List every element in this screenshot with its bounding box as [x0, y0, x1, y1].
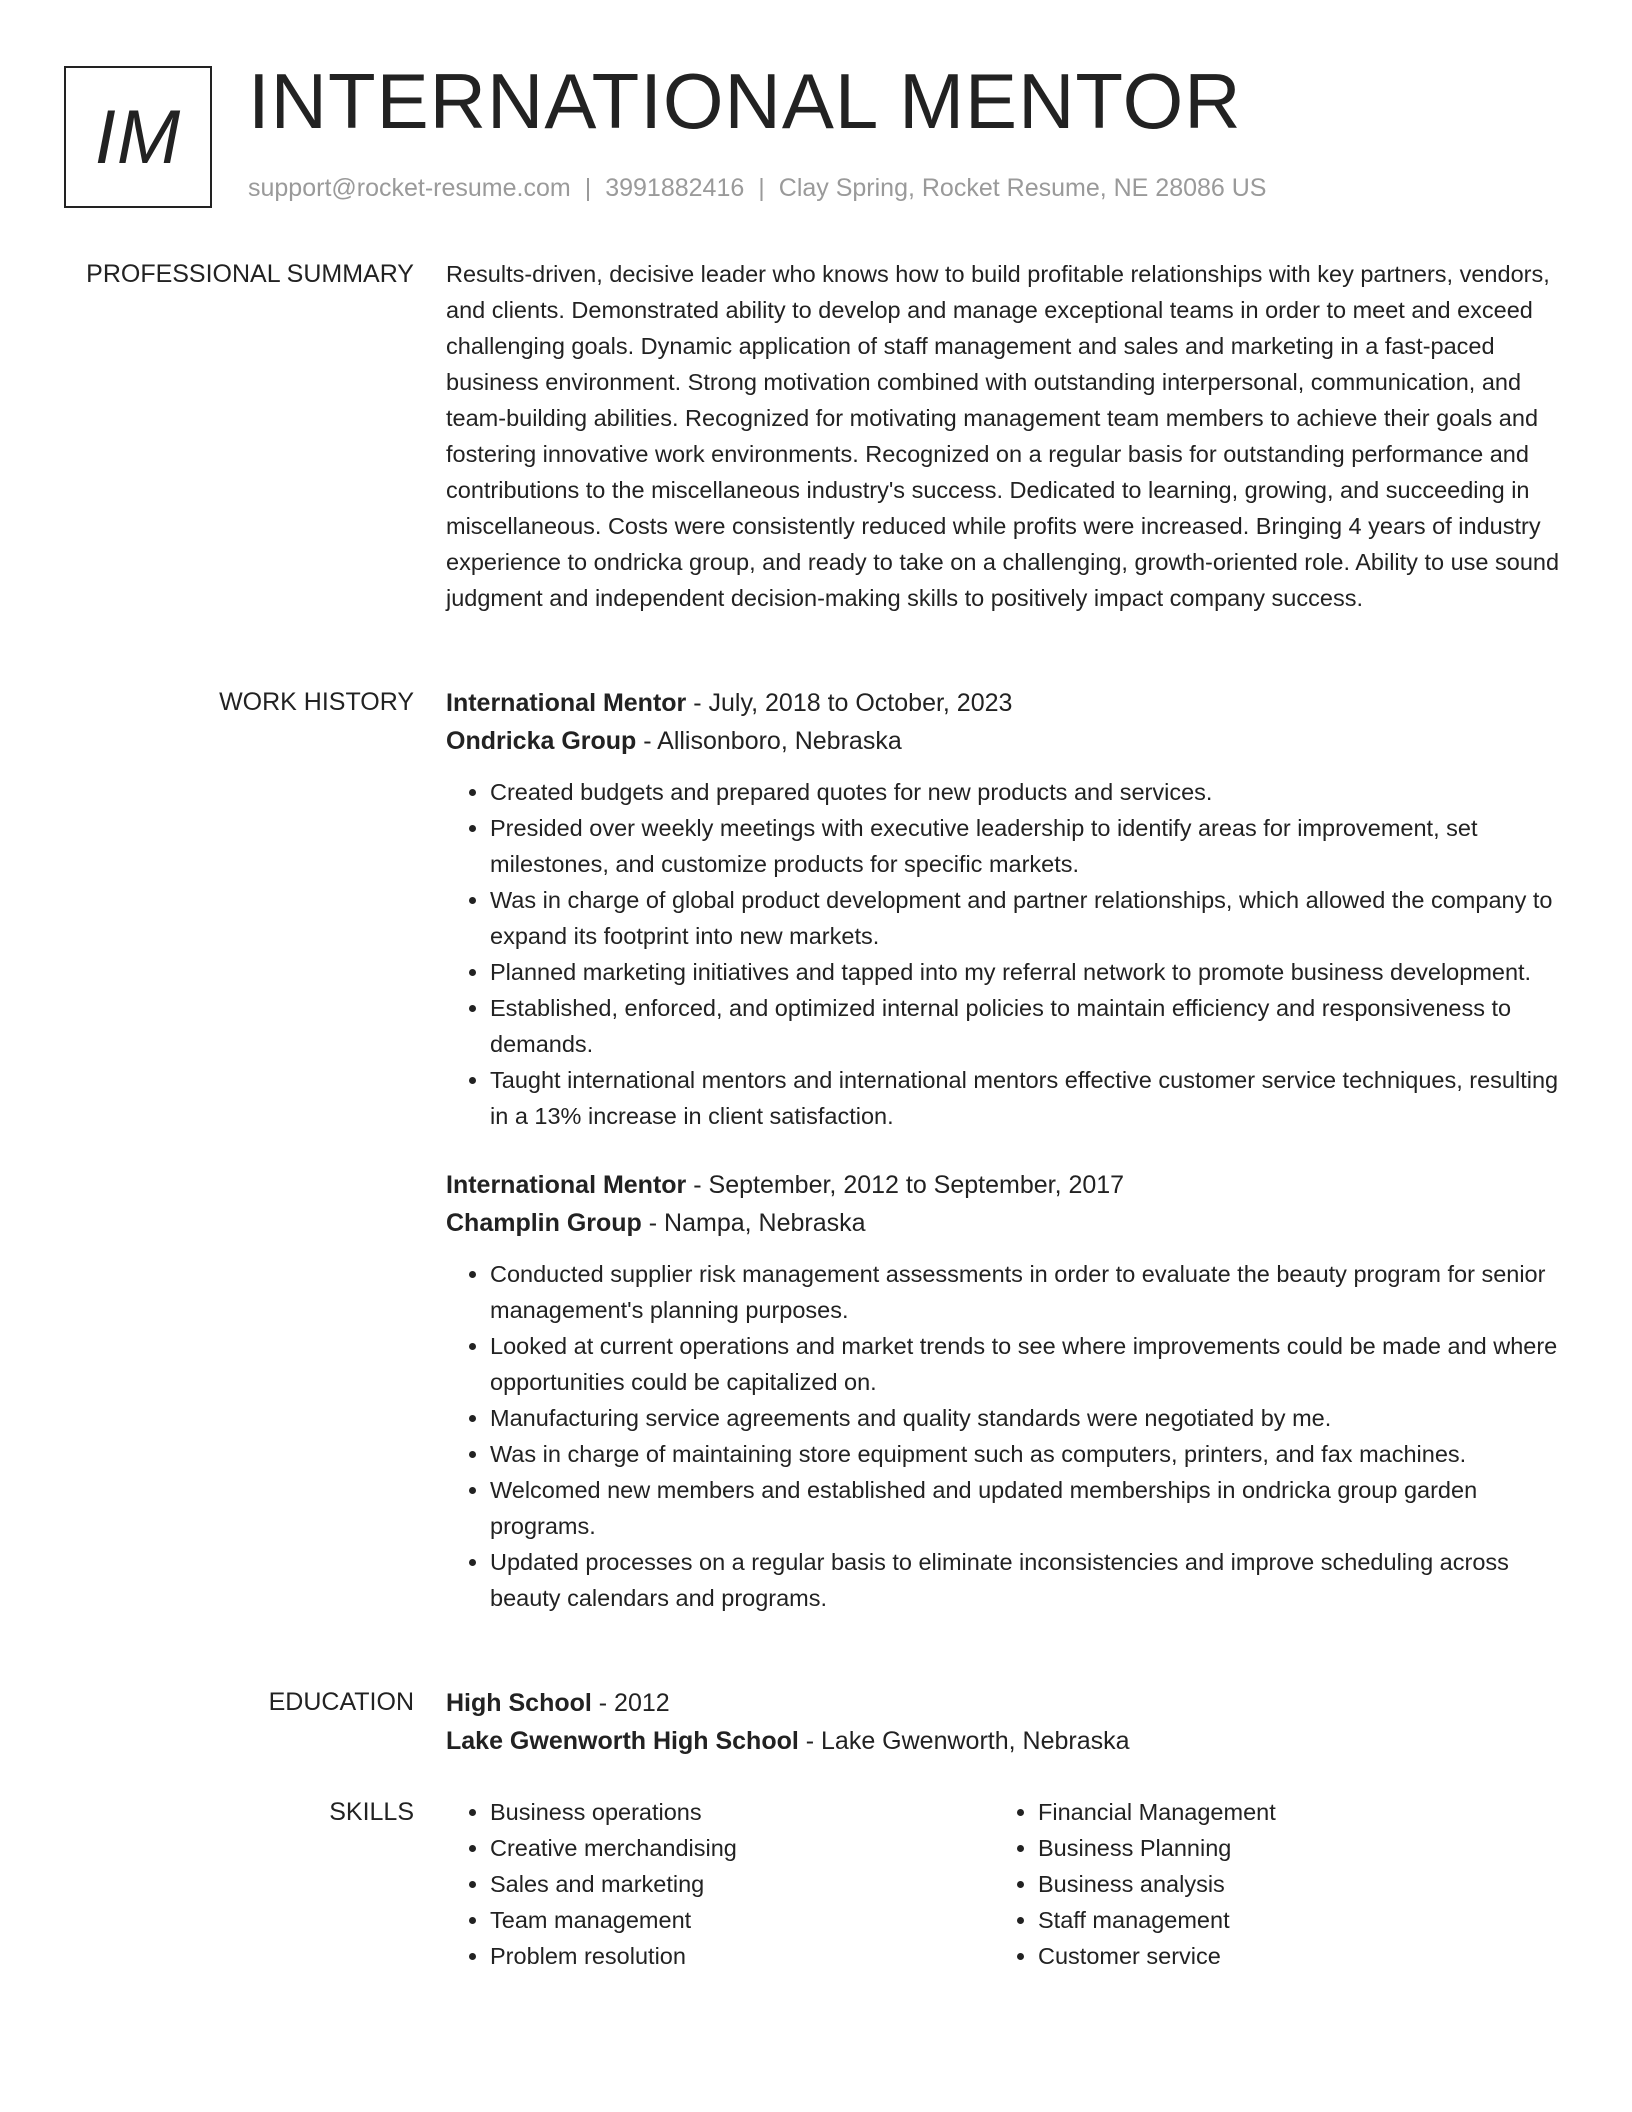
summary-body — [446, 256, 1566, 616]
job-bullet: • Was in charge of maintaining store equipment such as computers, printers, and fax machines. — [490, 1436, 1566, 1472]
job-company-line — [446, 722, 1566, 760]
skills-body — [446, 1794, 1566, 1974]
education-degree-line — [446, 1684, 1566, 1722]
job-dates: - September, 2012 to September, 2017 — [686, 1171, 1125, 1199]
education-school: Lake Gwenworth High School — [446, 1727, 799, 1755]
contact-address: Clay Spring, Rocket Resume, NE 28086 US — [778, 174, 1267, 202]
monogram-box — [64, 66, 212, 208]
job-bullet: • Looked at current operations and market trends to see where improvements could be made and where opportunities could be capitalized on. — [490, 1328, 1566, 1400]
job-title-line — [446, 684, 1566, 722]
section-label-skills: SKILLS — [329, 1798, 414, 1826]
section-label-education: EDUCATION — [268, 1688, 414, 1716]
skills-columns — [446, 1794, 1566, 1974]
skill-item: • Business operations — [490, 1794, 994, 1830]
job-title: International Mentor — [446, 1171, 687, 1199]
contact-line — [248, 174, 1267, 203]
skill-item: • Creative merchandising — [490, 1830, 994, 1866]
job-bullet: • Created budgets and prepared quotes for new products and services. — [490, 774, 1566, 810]
candidate-name: INTERNATIONAL MENTOR — [248, 57, 1242, 145]
skills-list-left — [446, 1794, 994, 1974]
contact-phone: 3991882416 — [605, 174, 745, 202]
work-history-body — [446, 684, 1566, 1616]
job-company: Ondricka Group — [446, 727, 637, 755]
job-company: Champlin Group — [446, 1209, 642, 1237]
contact-separator: | — [584, 174, 592, 202]
skill-item: • Business analysis — [1038, 1866, 1542, 1902]
skill-item: • Financial Management — [1038, 1794, 1542, 1830]
job-company-line — [446, 1204, 1566, 1242]
job-bullet: • Planned marketing initiatives and tapped into my referral network to promote business development. — [490, 954, 1566, 990]
job-bullet: • Manufacturing service agreements and quality standards were negotiated by me. — [490, 1400, 1566, 1436]
job-dates: - July, 2018 to October, 2023 — [686, 689, 1013, 717]
job-bullet: • Welcomed new members and established and updated memberships in ondricka group garden programs. — [490, 1472, 1566, 1544]
contact-email: support@rocket-resume.com — [248, 174, 571, 202]
summary-text: Results-driven, decisive leader who knows how to build profitable relationships with key partners, vendors, and clients. Demonstrated ability to develop and manage exceptional teams in order to meet and exceed challenging goals. Dynamic application of staff management and sales and marketing in a fast-paced business environment. Strong motivation combined with outstanding interpersonal, communication, and team-building abilities. Recognized for motivating management team members to achieve their goals and fostering innovative work environments. Recognized on a regular basis for outstanding performance and contributions to the miscellaneous industry's success. Dedicated to learning, growing, and succeeding in miscellaneous. Costs were consistently reduced while profits were increased. Bringing 4 years of industry experience to ondricka group, and ready to take on a challenging, growth-oriented role. Ability to use sound judgment and independent decision-making skills to positively impact company success. — [446, 261, 1560, 611]
job-entry — [446, 684, 1566, 1134]
job-bullet: • Presided over weekly meetings with executive leadership to identify areas for improvement, set milestones, and customize products for specific markets. — [490, 810, 1566, 882]
job-bullets — [446, 1256, 1566, 1616]
education-school-line — [446, 1722, 1566, 1760]
job-bullet: • Conducted supplier risk management assessments in order to evaluate the beauty program for senior management's planning purposes. — [490, 1256, 1566, 1328]
job-entry — [446, 1166, 1566, 1616]
skill-item: • Team management — [490, 1902, 994, 1938]
section-label-summary: PROFESSIONAL SUMMARY — [86, 260, 414, 288]
section-label-work-history: WORK HISTORY — [219, 688, 414, 716]
contact-separator: | — [758, 174, 765, 202]
job-bullet: • Updated processes on a regular basis to eliminate inconsistencies and improve scheduling across beauty calendars and programs. — [490, 1544, 1566, 1616]
job-bullet: • Was in charge of global product development and partner relationships, which allowed the company to expand its footprint into new markets. — [490, 882, 1566, 954]
job-title-line — [446, 1166, 1566, 1204]
monogram-initials: IM — [94, 94, 182, 180]
job-bullets — [446, 774, 1566, 1134]
job-bullet: • Taught international mentors and international mentors effective customer service techniques, resulting in a 13% increase in client satisfaction. — [490, 1062, 1566, 1134]
education-location: - Lake Gwenworth, Nebraska — [798, 1727, 1130, 1755]
skill-item: • Customer service — [1038, 1938, 1542, 1974]
skill-item: • Staff management — [1038, 1902, 1542, 1938]
job-location: - Nampa, Nebraska — [641, 1209, 866, 1237]
skills-list-right — [994, 1794, 1542, 1974]
education-year: - 2012 — [591, 1689, 670, 1717]
skill-item: • Business Planning — [1038, 1830, 1542, 1866]
skill-item: • Problem resolution — [490, 1938, 994, 1974]
job-title: International Mentor — [446, 689, 687, 717]
education-degree: High School — [446, 1689, 592, 1717]
job-location: - Allisonboro, Nebraska — [636, 727, 902, 755]
education-body — [446, 1684, 1566, 1760]
skill-item: • Sales and marketing — [490, 1866, 994, 1902]
job-bullet: • Established, enforced, and optimized internal policies to maintain efficiency and responsiveness to demands. — [490, 990, 1566, 1062]
